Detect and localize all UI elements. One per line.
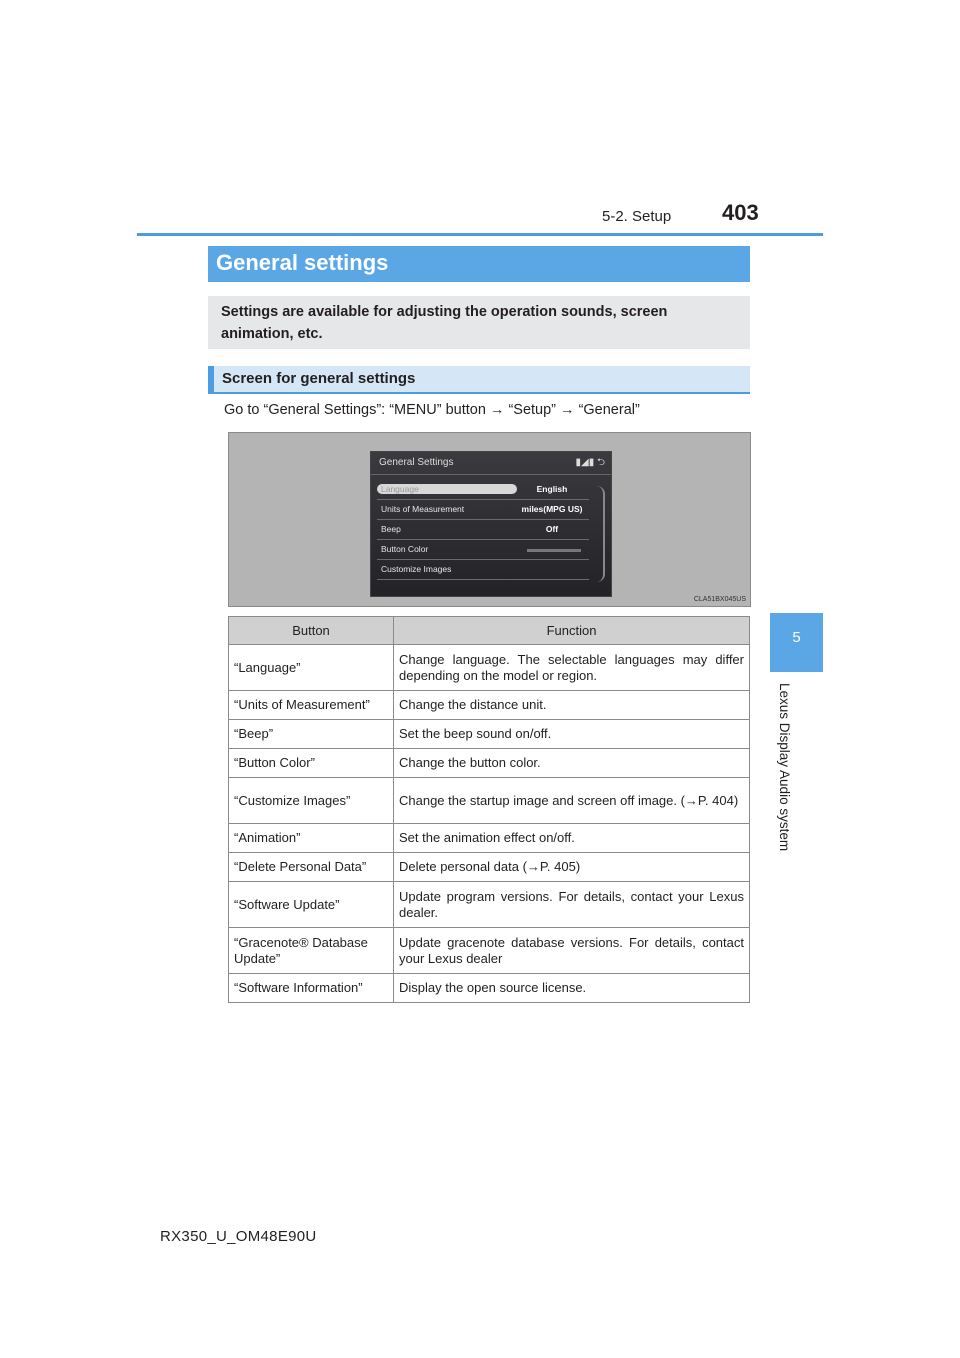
cell-button: “Software Update” bbox=[229, 882, 394, 928]
screen-title: General Settings bbox=[379, 457, 454, 468]
cell-function: Set the beep sound on/off. bbox=[394, 720, 750, 749]
cell-function: Change the distance unit. bbox=[394, 691, 750, 720]
screen-row-customize-images bbox=[377, 562, 589, 578]
header-divider bbox=[137, 233, 823, 236]
subheading-divider bbox=[208, 392, 750, 394]
status-icons: ▮◢▮ ⮌ bbox=[575, 457, 605, 468]
navigation-instruction: Go to “General Settings”: “MENU” button → “Setup” → “General” bbox=[224, 402, 640, 418]
subheading-bar bbox=[208, 366, 750, 392]
cell-function: Change the button color. bbox=[394, 749, 750, 778]
settings-screen bbox=[370, 451, 612, 597]
header-button: Button bbox=[229, 617, 394, 645]
table-row bbox=[229, 882, 750, 928]
color-swatch-bar bbox=[527, 549, 581, 552]
footer-model-code: RX350_U_OM48E90U bbox=[160, 1228, 317, 1245]
cell-button: “Customize Images” bbox=[229, 778, 394, 824]
table-row bbox=[229, 749, 750, 778]
screen-row-label: Language bbox=[377, 484, 517, 494]
section-header: 5-2. Setup bbox=[602, 208, 672, 225]
table-row bbox=[229, 691, 750, 720]
table-row bbox=[229, 824, 750, 853]
screen-row-label: Button Color bbox=[381, 544, 429, 554]
table-row bbox=[229, 928, 750, 974]
screen-row-divider bbox=[377, 539, 589, 540]
subheading-text: Screen for general settings bbox=[222, 370, 416, 387]
title-bar bbox=[208, 246, 750, 282]
intro-box bbox=[208, 296, 750, 349]
cell-function: Delete personal data (→P. 405) bbox=[394, 853, 750, 882]
image-code: CLA51BX045US bbox=[693, 596, 746, 603]
screen-row-divider bbox=[377, 559, 589, 560]
screen-row-language bbox=[377, 482, 589, 498]
page-title: General settings bbox=[216, 250, 389, 275]
header-function: Function bbox=[394, 617, 750, 645]
screen-row-button-color bbox=[377, 542, 589, 558]
screen-row-divider bbox=[377, 499, 589, 500]
cell-function: Update gracenote database versions. For details, contact your Lexus dealer bbox=[394, 928, 750, 974]
screenshot-figure bbox=[228, 432, 751, 607]
screen-row-beep bbox=[377, 522, 589, 538]
intro-text: Settings are available for adjusting the operation sounds, screen animation, etc. bbox=[221, 304, 668, 342]
screen-row-value: English bbox=[536, 484, 568, 494]
cell-button: “Animation” bbox=[229, 824, 394, 853]
subheading-stripe bbox=[208, 366, 214, 392]
table-row bbox=[229, 778, 750, 824]
page-number: 403 bbox=[722, 200, 759, 225]
cell-function: Change the startup image and screen off image. (→P. 404) bbox=[394, 778, 750, 824]
table-header-row bbox=[229, 617, 750, 645]
screen-row-label: Units of Measurement bbox=[381, 504, 465, 514]
cell-button: “Beep” bbox=[229, 720, 394, 749]
screen-row-divider bbox=[377, 579, 589, 580]
table-row bbox=[229, 645, 750, 691]
screen-row-value: Off bbox=[545, 524, 559, 534]
cell-function: Change language. The selectable languages may differ depending on the model or region. bbox=[394, 645, 750, 691]
cell-button: “Gracenote® Database Update” bbox=[229, 928, 394, 974]
function-table bbox=[228, 616, 750, 1003]
cell-function: Update program versions. For details, contact your Lexus dealer. bbox=[394, 882, 750, 928]
screen-row-units bbox=[377, 502, 589, 518]
table-row bbox=[229, 974, 750, 1003]
screen-divider bbox=[371, 474, 611, 475]
cell-button: “Units of Measurement” bbox=[229, 691, 394, 720]
cell-button: “Language” bbox=[229, 645, 394, 691]
cell-button: “Button Color” bbox=[229, 749, 394, 778]
cell-button: “Software Information” bbox=[229, 974, 394, 1003]
cell-function: Display the open source license. bbox=[394, 974, 750, 1003]
chapter-tab bbox=[770, 613, 823, 672]
screen-row-divider bbox=[377, 519, 589, 520]
table-row bbox=[229, 853, 750, 882]
scrollbar-curve bbox=[595, 486, 605, 582]
screen-row-label: Beep bbox=[381, 524, 401, 534]
chapter-label: Lexus Display Audio system bbox=[777, 683, 792, 852]
screen-row-value: miles(MPG US) bbox=[521, 504, 583, 514]
cell-function: Set the animation effect on/off. bbox=[394, 824, 750, 853]
chapter-number: 5 bbox=[792, 629, 801, 646]
cell-button: “Delete Personal Data” bbox=[229, 853, 394, 882]
screen-row-label: Customize Images bbox=[381, 564, 452, 574]
table-row bbox=[229, 720, 750, 749]
